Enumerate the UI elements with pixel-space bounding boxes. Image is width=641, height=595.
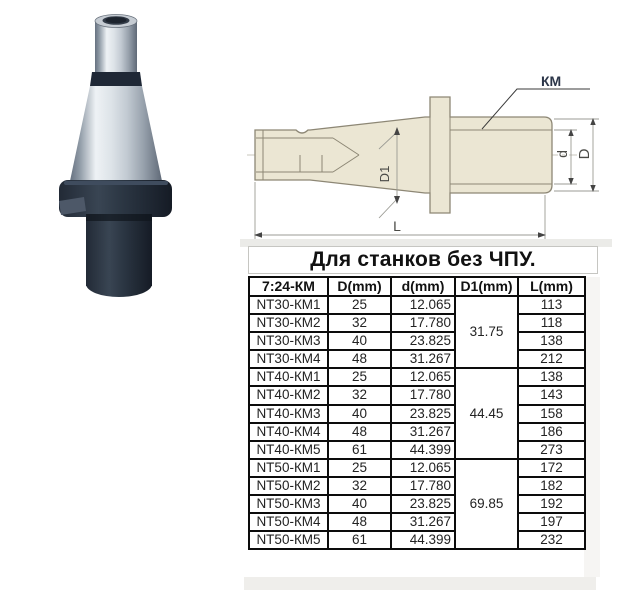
cell-D: 25: [328, 459, 391, 477]
table-row: [249, 350, 585, 368]
cell-d: 17.780: [391, 314, 455, 332]
photo-neck: [95, 21, 137, 78]
table-row: [249, 314, 585, 332]
cell-model: NT40-КМ1: [249, 368, 328, 386]
cell-L: 118: [518, 314, 585, 332]
cell-L: 212: [518, 350, 585, 368]
cell-D: 48: [328, 423, 391, 441]
cell-d: 44.399: [391, 441, 455, 459]
cell-D: 48: [328, 513, 391, 531]
label-length: L: [393, 218, 401, 234]
cell-L: 197: [518, 513, 585, 531]
cell-d: 23.825: [391, 495, 455, 513]
cell-L: 158: [518, 405, 585, 423]
cell-model: NT40-КМ3: [249, 405, 328, 423]
cell-D: 40: [328, 332, 391, 350]
table-row: [249, 459, 585, 477]
photo-base-bottom: [86, 271, 152, 297]
cell-L: 273: [518, 441, 585, 459]
table-row: [249, 332, 585, 350]
photo-flange-highlight: [64, 181, 168, 185]
spec-table-body: [249, 296, 585, 549]
cell-d: 12.065: [391, 296, 455, 314]
col-header-taper: 7:24-КМ: [249, 277, 328, 296]
cell-L: 143: [518, 386, 585, 404]
label-d1: D1: [377, 165, 392, 183]
cell-model: NT50-КМ2: [249, 477, 328, 495]
cell-d: 23.825: [391, 405, 455, 423]
drawing-part: [255, 97, 552, 213]
cell-d: 17.780: [391, 477, 455, 495]
cell-model: NT50-КМ4: [249, 513, 328, 531]
table-row: [249, 477, 585, 495]
cell-d: 44.399: [391, 531, 455, 549]
cell-model: NT30-КМ2: [249, 314, 328, 332]
cell-model: NT30-КМ3: [249, 332, 328, 350]
photo-ring: [90, 72, 142, 86]
table-header-row: [249, 277, 585, 296]
cell-D: 25: [328, 368, 391, 386]
photo-cone: [70, 86, 162, 181]
photo-bore-shadow: [106, 17, 127, 23]
product-photo: [0, 2, 240, 300]
col-header-d: d(mm): [391, 277, 455, 296]
cell-D: 32: [328, 477, 391, 495]
table-row: [249, 423, 585, 441]
cell-model: NT50-КМ5: [249, 531, 328, 549]
cell-L: 113: [518, 296, 585, 314]
cell-D: 40: [328, 405, 391, 423]
cell-L: 138: [518, 332, 585, 350]
cell-model: NT40-КМ5: [249, 441, 328, 459]
cell-D: 32: [328, 386, 391, 404]
cell-L: 138: [518, 368, 585, 386]
cell-D: 25: [328, 296, 391, 314]
cell-d: 23.825: [391, 332, 455, 350]
cell-d: 17.780: [391, 386, 455, 404]
col-header-D: D(mm): [328, 277, 391, 296]
table-row: [249, 495, 585, 513]
cell-model: NT40-КМ2: [249, 386, 328, 404]
cell-D1-merged: 44.45: [455, 368, 518, 458]
gray-strip-right: [584, 277, 600, 577]
cell-d: 12.065: [391, 459, 455, 477]
table-row: [249, 405, 585, 423]
gray-strip-bottom: [244, 577, 596, 590]
cell-d: 31.267: [391, 350, 455, 368]
label-d-small: d: [554, 150, 570, 158]
cell-D: 61: [328, 531, 391, 549]
cell-D: 48: [328, 350, 391, 368]
cell-D: 61: [328, 441, 391, 459]
label-km: КМ: [541, 73, 562, 89]
cell-D1-merged: 69.85: [455, 459, 518, 549]
cell-L: 186: [518, 423, 585, 441]
cell-L: 232: [518, 531, 585, 549]
cell-D1-merged: 31.75: [455, 296, 518, 368]
cell-model: NT50-КМ1: [249, 459, 328, 477]
cell-L: 172: [518, 459, 585, 477]
col-header-L: L(mm): [518, 277, 585, 296]
cell-model: NT30-КМ1: [249, 296, 328, 314]
technical-drawing: [241, 48, 641, 245]
cell-D: 40: [328, 495, 391, 513]
col-header-D1: D1(mm): [455, 277, 518, 296]
table-row: [249, 441, 585, 459]
cell-L: 182: [518, 477, 585, 495]
cell-L: 192: [518, 495, 585, 513]
cell-D: 32: [328, 314, 391, 332]
table-title: Для станков без ЧПУ.: [248, 246, 598, 274]
cell-model: NT30-КМ4: [249, 350, 328, 368]
photo-base-shadow: [86, 214, 152, 221]
tool-holder-photo: [59, 15, 172, 298]
cell-model: NT40-КМ4: [249, 423, 328, 441]
cell-model: NT50-КМ3: [249, 495, 328, 513]
table-row: [249, 513, 585, 531]
table-row: [249, 386, 585, 404]
table-row: [249, 296, 585, 314]
cell-d: 31.267: [391, 423, 455, 441]
spec-table: [248, 276, 586, 550]
table-row: [249, 531, 585, 549]
cell-d: 31.267: [391, 513, 455, 531]
label-d-big: D: [576, 148, 593, 160]
table-row: [249, 368, 585, 386]
cell-d: 12.065: [391, 368, 455, 386]
